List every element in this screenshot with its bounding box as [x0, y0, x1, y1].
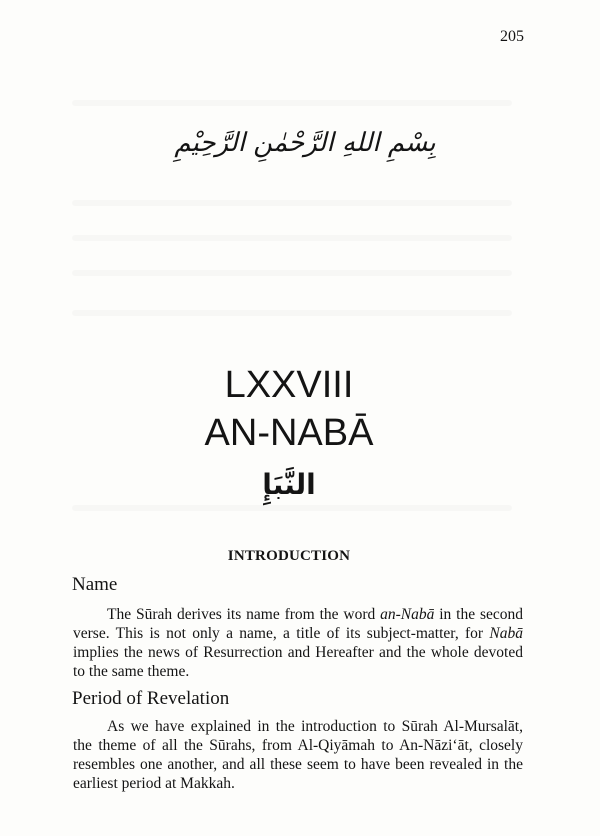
show-through-line	[72, 270, 512, 276]
paragraph-text: in the second verse. This is not only a name, a title of its subject-matter, for	[73, 606, 523, 642]
name-paragraph	[73, 605, 523, 681]
chapter-name: AN-NABĀ	[204, 412, 374, 454]
section-heading-period-of-revelation: Period of Revelation	[72, 688, 230, 709]
paragraph-text: implies the news of Resurrection and Hereafter and the whole devoted to the same theme.	[73, 644, 523, 680]
show-through-line	[72, 505, 512, 511]
section-heading-name: Name	[72, 574, 118, 595]
introduction-heading: INTRODUCTION	[227, 548, 351, 564]
show-through-line	[72, 100, 512, 106]
chapter-number: LXXVIII	[224, 364, 354, 406]
bismillah: بِسْمِ اللهِ الرَّحْمٰنِ الرَّحِيْمِ	[174, 128, 436, 158]
arabic-chapter-title: النَّبَإِ	[262, 468, 316, 501]
show-through-line	[72, 200, 512, 206]
show-through-line	[72, 310, 512, 316]
paragraph-text: As we have explained in the introduction to Sūrah Al-Mursalāt, the theme of all the Sūrahs, from Al-Qiyāmah to An-Nāzi‘āt, closely resembles one another, and all these seem to have been revealed in the earliest period at Makkah.	[73, 718, 523, 792]
italic-term: Nabā	[489, 625, 523, 642]
page-number: 205	[500, 28, 524, 45]
paragraph-text: The Sūrah derives its name from the word	[107, 606, 381, 623]
show-through-line	[72, 235, 512, 241]
italic-term: an-Nabā	[380, 606, 435, 623]
period-paragraph	[73, 717, 523, 793]
